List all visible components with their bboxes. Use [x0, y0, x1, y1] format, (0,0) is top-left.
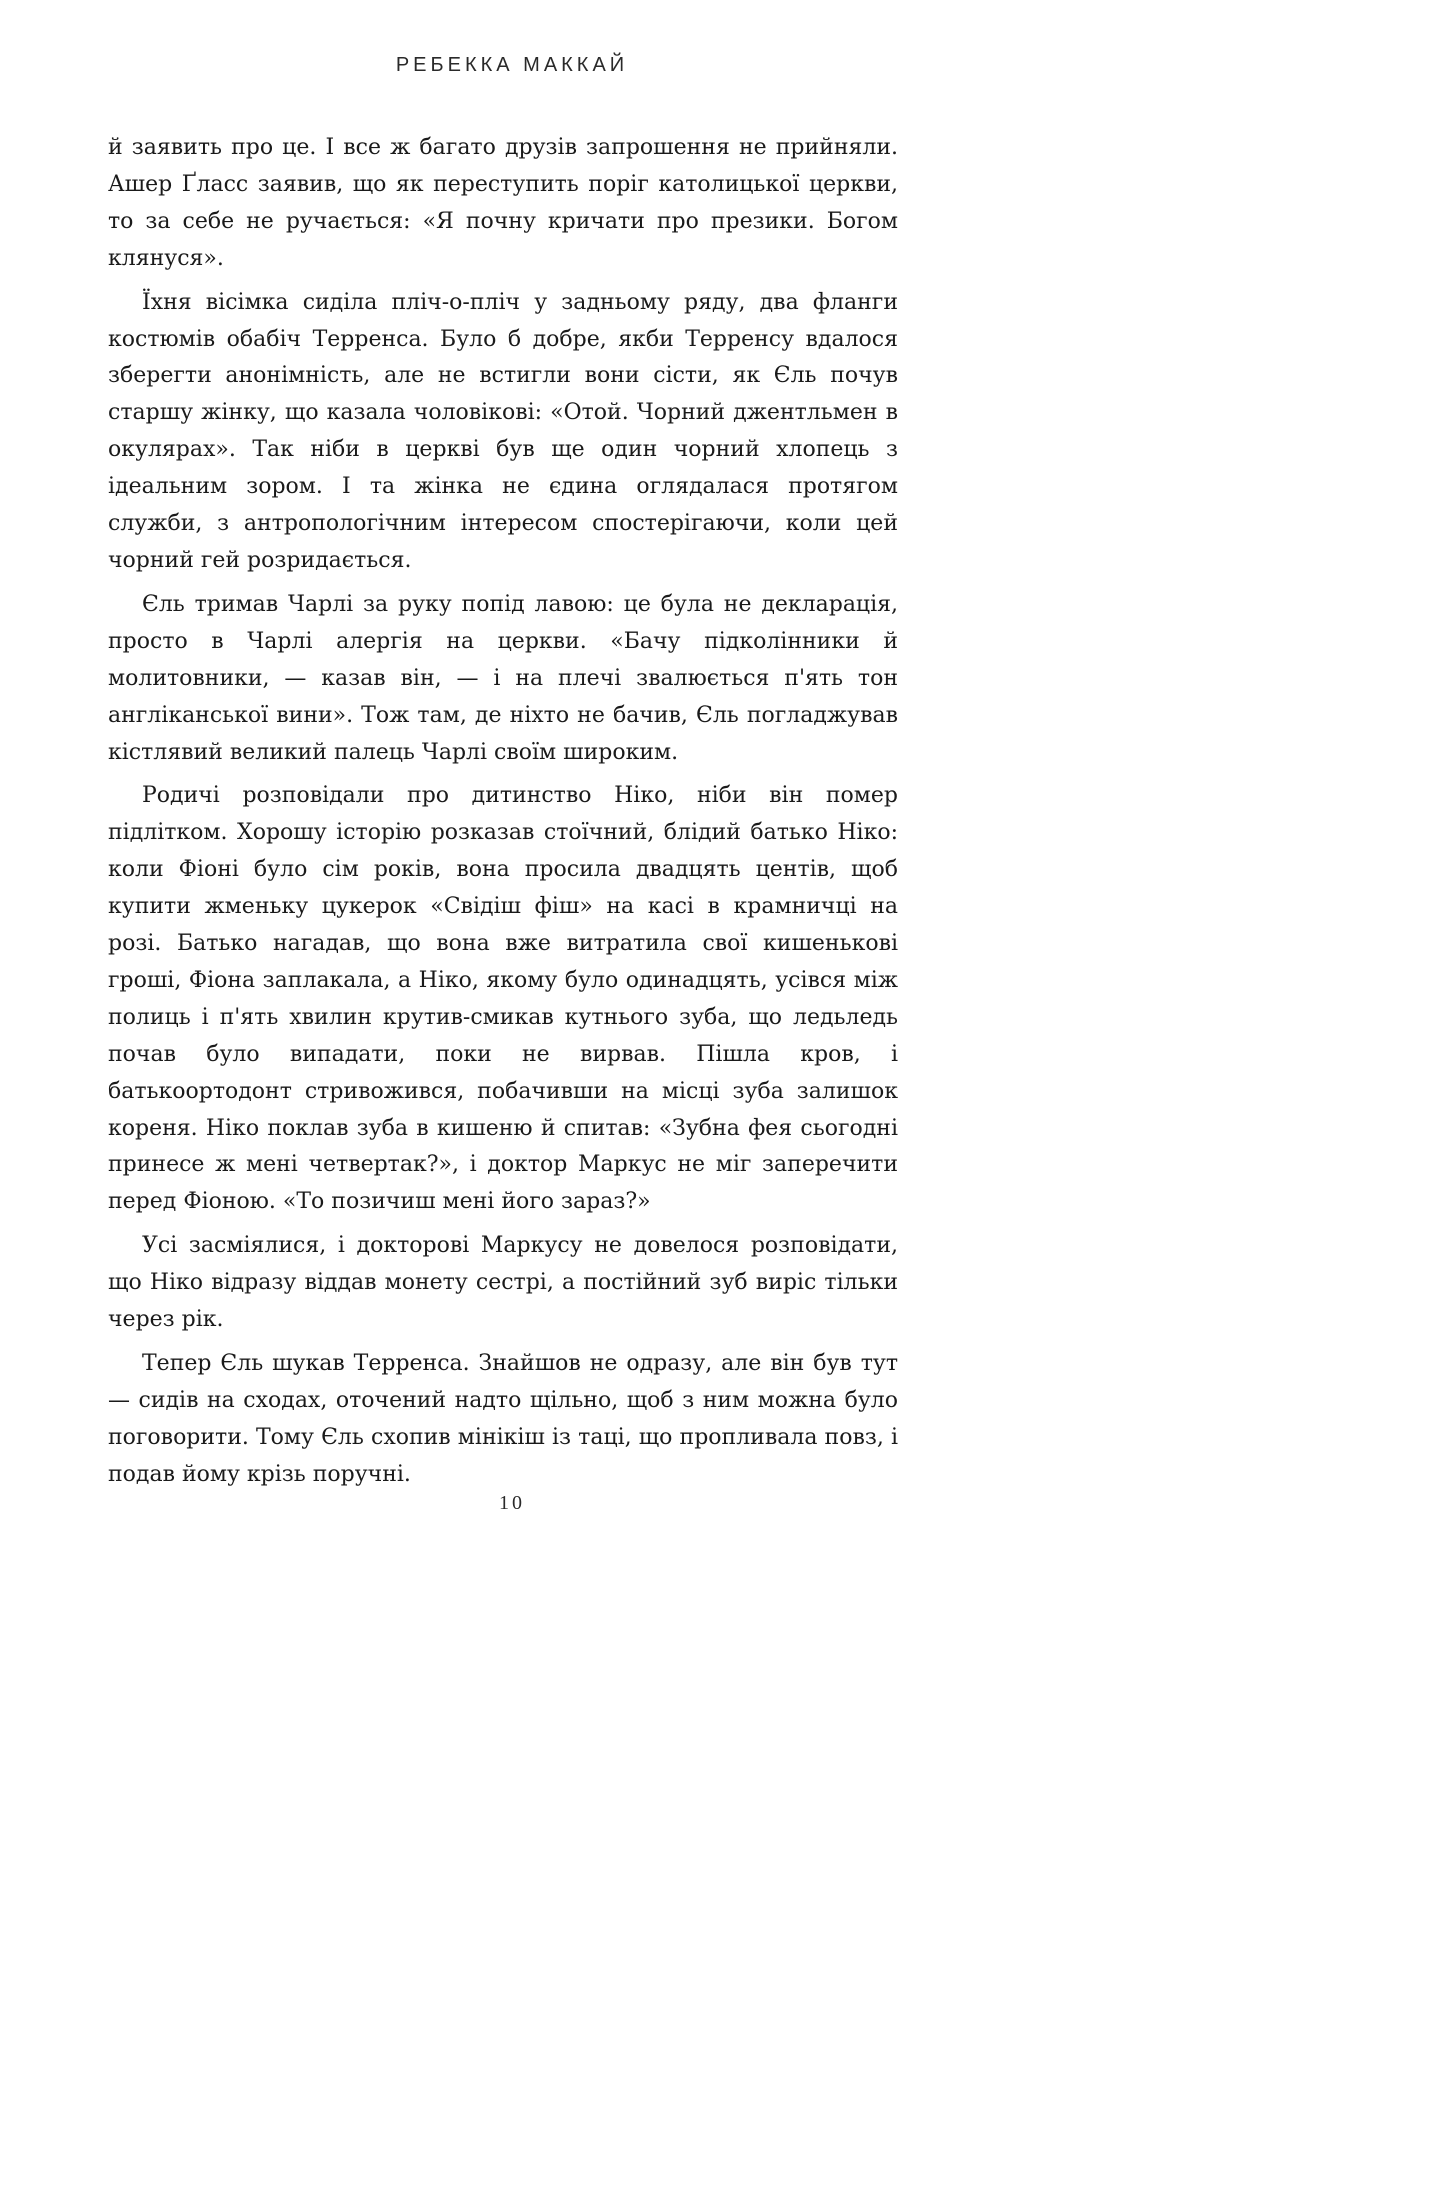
paragraph-continuation: й заявить про це. І все ж багато друзів запрошення не прийняли. Ашер Ґласс заявив, що як переступить поріг католицької церкви, то за себе не ручається: «Я почну кричати про презики. Богом клянуся».: [108, 135, 898, 271]
paragraph: Їхня вісімка сиділа пліч-о-пліч у задньому ряду, два фланги костюмів обабіч Терренса. Було б добре, якби Терренсу вдалося зберегти анонімність, але не встигли вони сісти, як Єль почув старшу жінку, що казала чоловікові: «Отой. Чорний джентльмен в окулярах». Так ніби в церкві був ще один чорний хлопець з ідеальним зором. І та жінка не єдина оглядалася протягом служби, з антропологічним інтересом спостерігаючи, коли цей чорний гей розридається.: [108, 289, 898, 573]
text-body: [108, 130, 898, 1501]
paragraph: Родичі розповідали про дитинство Ніко, ніби він помер підлітком. Хорошу історію розказав стоїчний, блідий батько Ніко: коли Фіоні було сім років, вона просила двадцять центів, щоб купити жменьку цукерок «Свідіш фіш» на касі в крамничці на розі. Батько нагадав, що вона вже витратила свої кишенькові гроші, Фіона заплакала, а Ніко, якому було одинадцять, усівся між полиць і п'ять хвилин крутив-смикав кутнього зуба, що ледьледь почав було випадати, поки не вирвав. Пішла кров, і батькоортодонт стривожився, побачивши на місці зуба залишок кореня. Ніко поклав зуба в кишеню й спитав: «Зубна фея сьогодні принесе ж мені четвертак?», і доктор Маркус не міг заперечити перед Фіоною. «То позичиш мені його зараз?»: [108, 783, 898, 1215]
running-header: РЕБЕККА МАККАЙ: [395, 54, 629, 76]
paragraph: Єль тримав Чарлі за руку попід лавою: це була не декларація, просто в Чарлі алергія на церкви. «Бачу підколінники й молитовники, — казав він, — і на плечі звалюється п'ять тон англіканської вини». Тож там, де ніхто не бачив, Єль погладжував кістлявий великий палець Чарлі своїм широким.: [108, 591, 898, 765]
page-number: 10: [499, 1492, 525, 1514]
paragraph: Усі засміялися, і докторові Маркусу не довелося розповідати, що Ніко відразу віддав монету сестрі, а постійний зуб виріс тільки через рік.: [108, 1233, 898, 1333]
paragraph: Тепер Єль шукав Терренса. Знайшов не одразу, але він був тут — сидів на сходах, оточений надто щільно, щоб з ним можна було поговорити. Тому Єль схопив мінікіш із таці, що пропливала повз, і подав йому крізь поручні.: [108, 1351, 898, 1487]
